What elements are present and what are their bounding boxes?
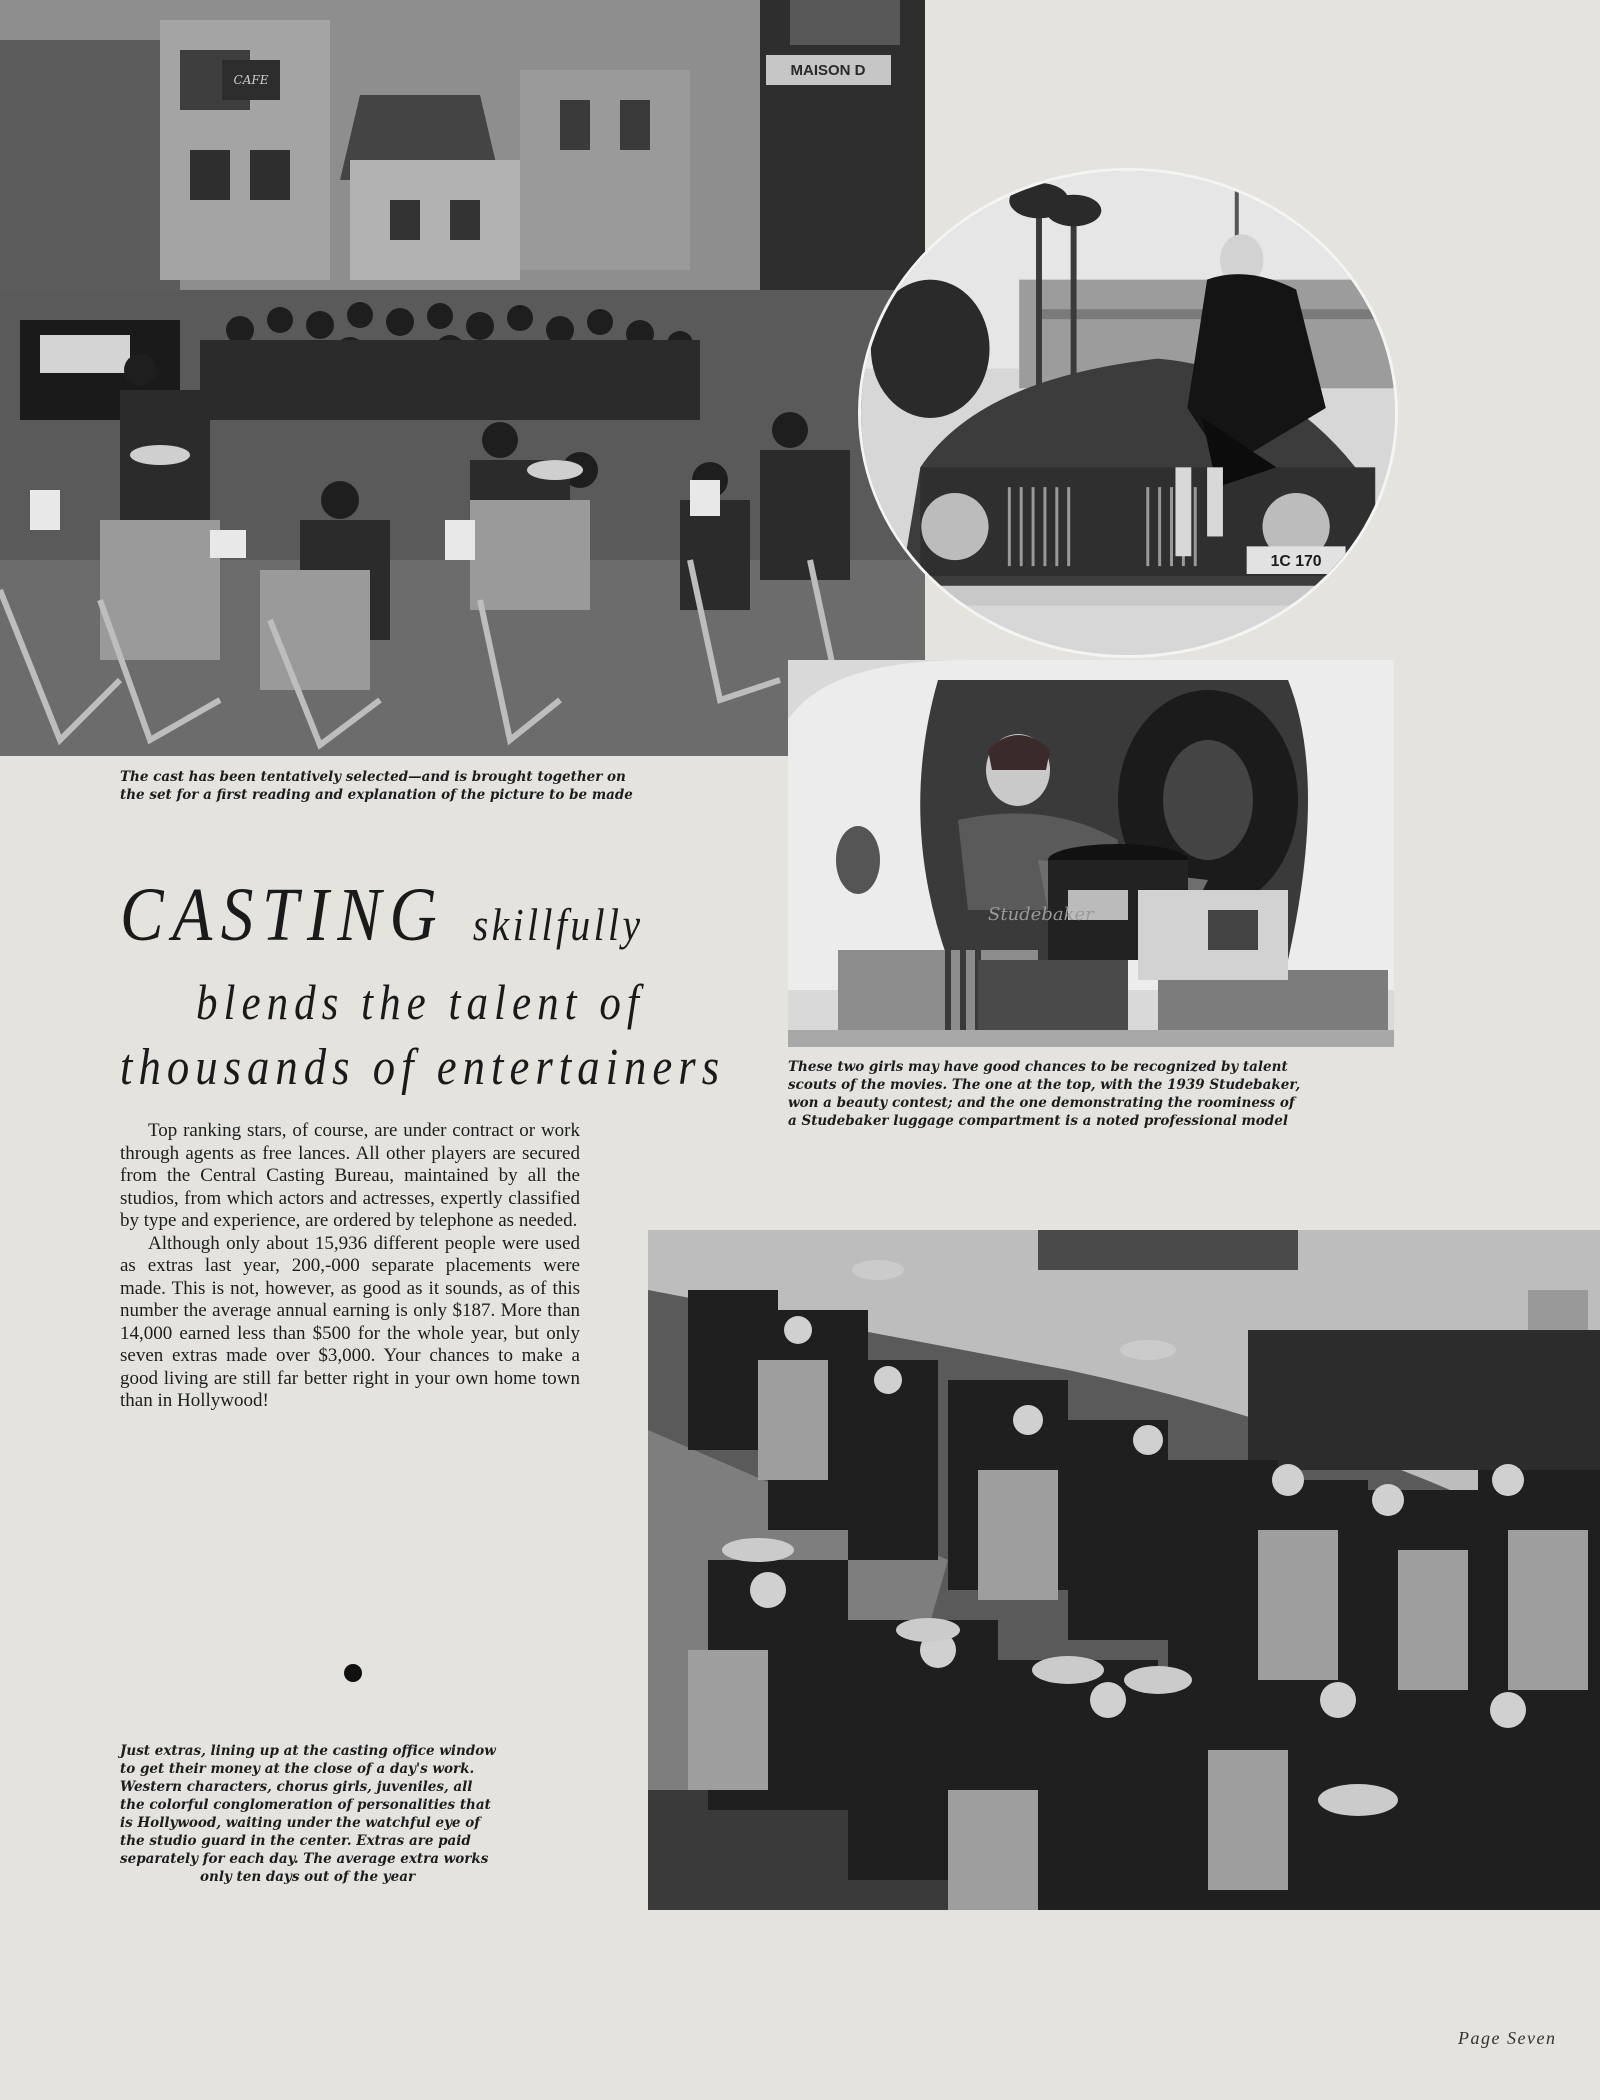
extras-line-photo <box>648 1230 1600 1910</box>
caption-line: Just extras, lining up at the casting office window <box>120 1743 496 1759</box>
caption-line: the colorful conglomeration of personalities that <box>120 1797 491 1813</box>
headline-line-1 <box>120 870 670 970</box>
caption-line: The cast has been tentatively selected—and is brought together on <box>120 769 626 785</box>
section-bullet <box>344 1664 362 1682</box>
maison-sign-text: MAISON D <box>790 62 866 79</box>
caption-line: separately for each day. The average extra works <box>120 1851 489 1867</box>
extras-caption <box>120 1742 640 1886</box>
caption-line: scouts of the movies. The one at the top, with the 1939 Studebaker, <box>788 1077 1301 1093</box>
cafe-sign-text: CAFE <box>233 73 269 87</box>
headline-casting: CASTING <box>120 873 446 957</box>
rehearsal-caption <box>120 768 760 804</box>
girls-caption <box>788 1058 1428 1130</box>
headline <box>120 870 760 1102</box>
caption-line: Western characters, chorus girls, juveniles, all <box>120 1779 473 1795</box>
caption-line: the studio guard in the center. Extras are paid <box>120 1833 471 1849</box>
rehearsal-photo <box>0 0 925 756</box>
caption-line: is Hollywood, waiting under the watchful eye of <box>120 1815 481 1831</box>
headline-skillfully: skillfully <box>472 899 644 950</box>
caption-line: a Studebaker luggage compartment is a noted professional model <box>788 1113 1288 1129</box>
license-plate-text: 1C 170 <box>1270 553 1322 571</box>
caption-line: won a beauty contest; and the one demonstrating the roominess of <box>788 1095 1295 1111</box>
studebaker-girl-photo <box>858 168 1398 658</box>
headline-line-2: blends the talent of <box>196 974 645 1030</box>
headline-line-3: thousands of entertainers <box>120 1039 726 1096</box>
page-number: Page Seven <box>1458 2028 1557 2048</box>
luggage-girl-photo <box>788 660 1394 1047</box>
studebaker-badge-text: Studebaker <box>988 904 1094 925</box>
caption-line: to get their money at the close of a day's work. <box>120 1761 475 1777</box>
article-body <box>120 1120 580 1413</box>
body-paragraph-2: Although only about 15,936 different people were used as extras last year, 200,-000 separate placements were made. This is not, however, as good as it sounds, as of this number the average annual earning is only $187. More than 14,000 earned less than $500 for the whole year, but only seven extras made over $3,000. Your chances to make a good living are still far better right in your own home town than in Hollywood! <box>120 1232 580 1411</box>
caption-line: only ten days out of the year <box>200 1869 416 1885</box>
body-paragraph-1: Top ranking stars, of course, are under contract or work through agents as free lances. All other players are secured from the Central Casting Bureau, maintained by all the studios, from which actors and actresses, expertly classified by type and experience, are ordered by telephone as needed. <box>120 1120 580 1231</box>
caption-line: These two girls may have good chances to be recognized by talent <box>788 1059 1288 1075</box>
caption-line: the set for a first reading and explanation of the picture to be made <box>120 787 633 803</box>
